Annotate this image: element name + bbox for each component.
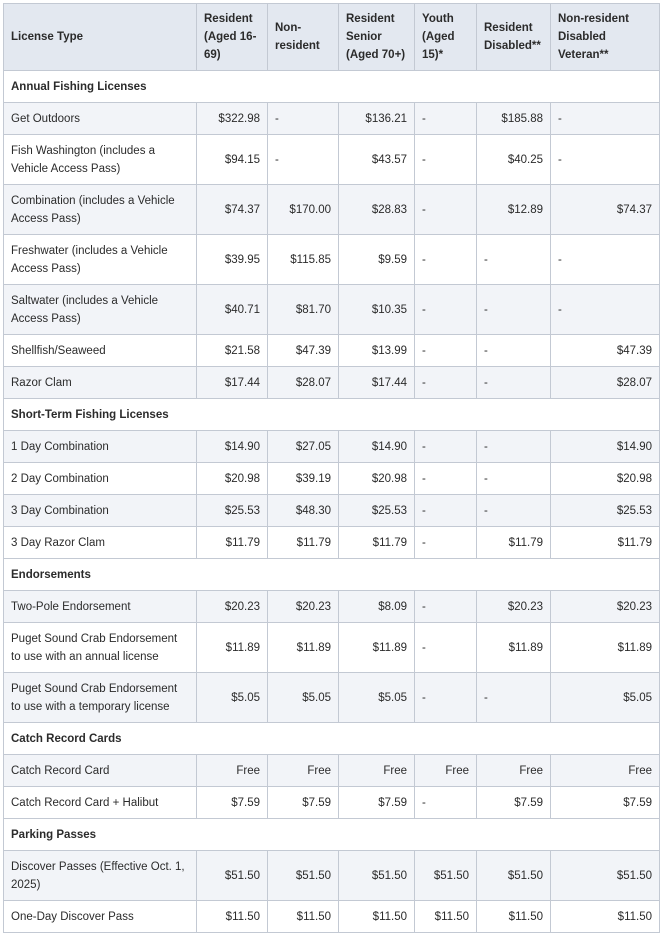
price-cell: $7.59 xyxy=(477,787,551,819)
price-cell: - xyxy=(415,673,477,723)
price-cell: $5.05 xyxy=(268,673,339,723)
price-cell: Free xyxy=(197,755,268,787)
section-row xyxy=(4,819,660,851)
table-row xyxy=(4,527,660,559)
price-cell: $20.23 xyxy=(551,591,660,623)
price-cell: $7.59 xyxy=(551,787,660,819)
license-name: Catch Record Card xyxy=(4,755,197,787)
column-header: Resident Disabled** xyxy=(477,4,551,71)
price-cell: $14.90 xyxy=(551,431,660,463)
price-cell: $25.53 xyxy=(339,495,415,527)
price-cell: $74.37 xyxy=(551,185,660,235)
price-cell: - xyxy=(415,463,477,495)
price-cell: $10.35 xyxy=(339,285,415,335)
license-name: Puget Sound Crab Endorsement to use with a temporary license xyxy=(4,673,197,723)
table-row xyxy=(4,755,660,787)
table-row xyxy=(4,673,660,723)
price-cell: - xyxy=(551,135,660,185)
license-name: Two-Pole Endorsement xyxy=(4,591,197,623)
price-cell: $5.05 xyxy=(339,673,415,723)
license-name: Puget Sound Crab Endorsement to use with an annual license xyxy=(4,623,197,673)
price-cell: $11.50 xyxy=(415,901,477,933)
table-row xyxy=(4,431,660,463)
price-cell: $51.50 xyxy=(268,851,339,901)
price-cell: - xyxy=(477,335,551,367)
table-row xyxy=(4,235,660,285)
price-cell: $21.58 xyxy=(197,335,268,367)
price-cell: - xyxy=(415,623,477,673)
table-body xyxy=(4,71,660,933)
section-row xyxy=(4,71,660,103)
price-cell: - xyxy=(415,527,477,559)
license-name: Catch Record Card + Halibut xyxy=(4,787,197,819)
price-cell: $25.53 xyxy=(551,495,660,527)
price-cell: $17.44 xyxy=(339,367,415,399)
section-row xyxy=(4,559,660,591)
column-header: Non-resident Disabled Veteran** xyxy=(551,4,660,71)
price-cell: Free xyxy=(477,755,551,787)
price-cell: $5.05 xyxy=(551,673,660,723)
license-fee-table xyxy=(3,3,660,933)
price-cell: - xyxy=(415,787,477,819)
price-cell: $39.95 xyxy=(197,235,268,285)
price-cell: $51.50 xyxy=(477,851,551,901)
price-cell: - xyxy=(477,235,551,285)
section-title: Short-Term Fishing Licenses xyxy=(4,399,660,431)
price-cell: - xyxy=(551,285,660,335)
price-cell: - xyxy=(477,431,551,463)
column-header: Non-resident xyxy=(268,4,339,71)
price-cell: $20.98 xyxy=(339,463,415,495)
table-row xyxy=(4,367,660,399)
price-cell: $11.89 xyxy=(268,623,339,673)
price-cell: $28.07 xyxy=(551,367,660,399)
price-cell: $51.50 xyxy=(415,851,477,901)
price-cell: - xyxy=(477,285,551,335)
table-row xyxy=(4,285,660,335)
price-cell: $322.98 xyxy=(197,103,268,135)
price-cell: $11.79 xyxy=(477,527,551,559)
price-cell: $48.30 xyxy=(268,495,339,527)
price-cell: $11.50 xyxy=(339,901,415,933)
price-cell: $14.90 xyxy=(339,431,415,463)
license-name: 3 Day Razor Clam xyxy=(4,527,197,559)
price-cell: $40.25 xyxy=(477,135,551,185)
price-cell: - xyxy=(551,103,660,135)
price-cell: $51.50 xyxy=(197,851,268,901)
price-cell: $25.53 xyxy=(197,495,268,527)
price-cell: $20.23 xyxy=(477,591,551,623)
license-name: One-Day Discover Pass xyxy=(4,901,197,933)
price-cell: - xyxy=(415,235,477,285)
price-cell: $115.85 xyxy=(268,235,339,285)
table-row xyxy=(4,335,660,367)
price-cell: $136.21 xyxy=(339,103,415,135)
price-cell: $8.09 xyxy=(339,591,415,623)
price-cell: $28.07 xyxy=(268,367,339,399)
price-cell: $28.83 xyxy=(339,185,415,235)
price-cell: - xyxy=(415,285,477,335)
price-cell: - xyxy=(477,673,551,723)
price-cell: - xyxy=(415,431,477,463)
price-cell: $170.00 xyxy=(268,185,339,235)
price-cell: $11.50 xyxy=(197,901,268,933)
price-cell: $11.79 xyxy=(268,527,339,559)
price-cell: $20.23 xyxy=(268,591,339,623)
price-cell: - xyxy=(268,103,339,135)
price-cell: $9.59 xyxy=(339,235,415,285)
license-name: Freshwater (includes a Vehicle Access Pass) xyxy=(4,235,197,285)
column-header: Youth (Aged 15)* xyxy=(415,4,477,71)
price-cell: $40.71 xyxy=(197,285,268,335)
price-cell: $11.89 xyxy=(551,623,660,673)
section-row xyxy=(4,723,660,755)
license-name: Discover Passes (Effective Oct. 1, 2025) xyxy=(4,851,197,901)
price-cell: $7.59 xyxy=(197,787,268,819)
price-cell: $5.05 xyxy=(197,673,268,723)
table-row xyxy=(4,463,660,495)
price-cell: $51.50 xyxy=(551,851,660,901)
table-row xyxy=(4,787,660,819)
table-row xyxy=(4,901,660,933)
price-cell: - xyxy=(415,335,477,367)
price-cell: Free xyxy=(415,755,477,787)
price-cell: $81.70 xyxy=(268,285,339,335)
price-cell: - xyxy=(415,367,477,399)
section-title: Catch Record Cards xyxy=(4,723,660,755)
price-cell: $94.15 xyxy=(197,135,268,185)
table-row xyxy=(4,103,660,135)
table-row xyxy=(4,623,660,673)
price-cell: - xyxy=(477,495,551,527)
price-cell: - xyxy=(268,135,339,185)
price-cell: $11.79 xyxy=(339,527,415,559)
column-header: License Type xyxy=(4,4,197,71)
table-row xyxy=(4,495,660,527)
price-cell: $43.57 xyxy=(339,135,415,185)
price-cell: $11.79 xyxy=(197,527,268,559)
table-row xyxy=(4,185,660,235)
section-title: Endorsements xyxy=(4,559,660,591)
license-name: 3 Day Combination xyxy=(4,495,197,527)
price-cell: - xyxy=(477,367,551,399)
price-cell: $7.59 xyxy=(339,787,415,819)
price-cell: - xyxy=(415,495,477,527)
license-name: Razor Clam xyxy=(4,367,197,399)
price-cell: $47.39 xyxy=(268,335,339,367)
price-cell: Free xyxy=(551,755,660,787)
price-cell: $11.50 xyxy=(268,901,339,933)
table-row xyxy=(4,591,660,623)
price-cell: - xyxy=(551,235,660,285)
table-row xyxy=(4,135,660,185)
section-title: Annual Fishing Licenses xyxy=(4,71,660,103)
price-cell: $74.37 xyxy=(197,185,268,235)
price-cell: $11.89 xyxy=(197,623,268,673)
column-header: Resident (Aged 16-69) xyxy=(197,4,268,71)
license-name: Shellfish/Seaweed xyxy=(4,335,197,367)
price-cell: $13.99 xyxy=(339,335,415,367)
column-header: Resident Senior (Aged 70+) xyxy=(339,4,415,71)
price-cell: - xyxy=(415,103,477,135)
price-cell: Free xyxy=(339,755,415,787)
section-row xyxy=(4,399,660,431)
price-cell: $14.90 xyxy=(197,431,268,463)
price-cell: - xyxy=(477,463,551,495)
price-cell: $47.39 xyxy=(551,335,660,367)
price-cell: $51.50 xyxy=(339,851,415,901)
price-cell: $12.89 xyxy=(477,185,551,235)
table-header xyxy=(4,4,660,71)
price-cell: $11.50 xyxy=(551,901,660,933)
price-cell: $11.50 xyxy=(477,901,551,933)
price-cell: Free xyxy=(268,755,339,787)
price-cell: $11.89 xyxy=(339,623,415,673)
price-cell: - xyxy=(415,591,477,623)
license-name: Fish Washington (includes a Vehicle Access Pass) xyxy=(4,135,197,185)
price-cell: - xyxy=(415,135,477,185)
header-row xyxy=(4,4,660,71)
price-cell: $17.44 xyxy=(197,367,268,399)
price-cell: $20.98 xyxy=(551,463,660,495)
license-name: 1 Day Combination xyxy=(4,431,197,463)
price-cell: $11.89 xyxy=(477,623,551,673)
price-cell: $185.88 xyxy=(477,103,551,135)
price-cell: $39.19 xyxy=(268,463,339,495)
price-cell: $11.79 xyxy=(551,527,660,559)
price-cell: - xyxy=(415,185,477,235)
section-title: Parking Passes xyxy=(4,819,660,851)
license-name: Get Outdoors xyxy=(4,103,197,135)
license-name: 2 Day Combination xyxy=(4,463,197,495)
price-cell: $7.59 xyxy=(268,787,339,819)
price-cell: $20.98 xyxy=(197,463,268,495)
price-cell: $27.05 xyxy=(268,431,339,463)
license-name: Combination (includes a Vehicle Access Pass) xyxy=(4,185,197,235)
price-cell: $20.23 xyxy=(197,591,268,623)
license-name: Saltwater (includes a Vehicle Access Pass) xyxy=(4,285,197,335)
table-row xyxy=(4,851,660,901)
